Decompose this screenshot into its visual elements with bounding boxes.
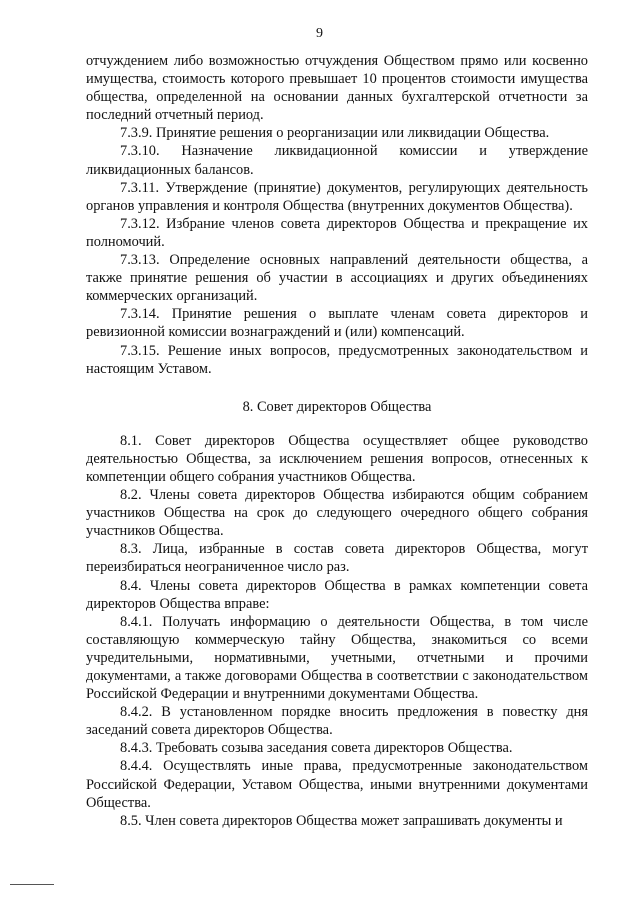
paragraph: 8.4. Члены совета директоров Общества в рамках компетенции совета директоров Общества вправе: bbox=[86, 577, 588, 612]
paragraph: 8.4.4. Осуществлять иные права, предусмотренные законодательством Российской Федерации, Уставом Общества, иными внутренними документами Общества. bbox=[86, 758, 588, 811]
paragraph: 8.4.1. Получать информацию о деятельности Общества, в том числе составляющую коммерческую тайну Общества, знакомиться со всеми учредительными, нормативными, учетными, отчетными и прочими документами, а также договорами Общества в соответствии с законодательством Российской Федерации и внутренними документами Общества. bbox=[86, 613, 588, 703]
footer-rule bbox=[10, 884, 54, 885]
paragraph: 7.3.15. Решение иных вопросов, предусмотренных законодательством и настоящим Уставом. bbox=[86, 342, 588, 377]
paragraph: 7.3.9. Принятие решения о реорганизации или ликвидации Общества. bbox=[120, 125, 550, 142]
paragraph: 7.3.14. Принятие решения о выплате членам совета директоров и ревизионной комиссии вознаграждений и (или) компенсаций. bbox=[86, 306, 588, 341]
paragraph: 7.3.12. Избрание членов совета директоров Общества и прекращение их полномочий. bbox=[86, 215, 588, 250]
paragraph: 8.1. Совет директоров Общества осуществляет общее руководство деятельностью Общества, за исключением решения вопросов, отнесенных к компетенции общего собрания участников Общества. bbox=[86, 432, 588, 485]
paragraph: 8.3. Лица, избранные в состав совета директоров Общества, могут переизбираться неограниченное число раз. bbox=[86, 541, 588, 576]
paragraph: 7.3.13. Определение основных направлений деятельности общества, а также принятие решения об участии в ассоциациях и других объединениях коммерческих организаций. bbox=[86, 252, 588, 305]
paragraph: 8.4.3. Требовать созыва заседания совета директоров Общества. bbox=[120, 740, 513, 757]
paragraph: 8.5. Член совета директоров Общества может запрашивать документы и bbox=[120, 812, 563, 829]
document-body bbox=[86, 52, 588, 830]
paragraph: 7.3.11. Утверждение (принятие) документов, регулирующих деятельность органов управления и контроля Общества (внутренних документов Общества). bbox=[86, 179, 588, 214]
paragraph: 7.3.10. Назначение ликвидационной комиссии и утверждение ликвидационных балансов. bbox=[86, 143, 588, 178]
paragraph: отчуждением либо возможностью отчуждения Обществом прямо или косвенно имущества, стоимость которого превышает 10 процентов стоимости имущества общества, определенной на основании данных бухгалтерской отчетности за последний отчетный период. bbox=[86, 53, 588, 124]
paragraph: 8.2. Члены совета директоров Общества избираются общим собранием участников Общества на срок до следующего очередного общего собрания участников Общества. bbox=[86, 487, 588, 540]
page-number: 9 bbox=[316, 26, 323, 41]
paragraph: 8.4.2. В установленном порядке вносить предложения в повестку дня заседаний совета директоров Общества. bbox=[86, 704, 588, 739]
section-title: 8. Совет директоров Общества bbox=[242, 398, 432, 415]
